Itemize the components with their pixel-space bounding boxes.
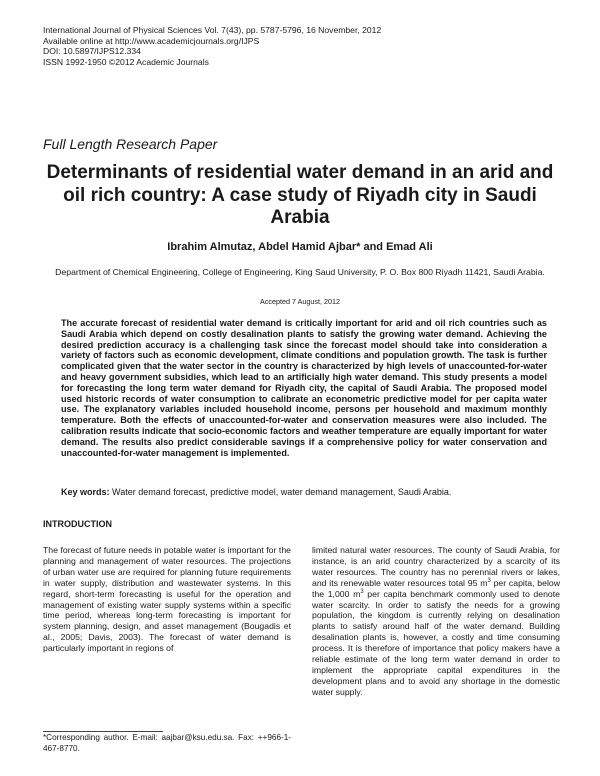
- abstract: The accurate forecast of residential water demand is critically important for arid and oil rich countries such as Saudi Arabia which depend on costly desalination plants to satisfy the growing water demand. Achieving the desired prediction accuracy is a challenging task since the forecast model should take into consideration a variety of factors such as economic development, climate conditions and population growth. The task is further complicated given that the water sector in the country is characterized by high levels of unaccounted-for-water and heavy government subsidies, which lead to an artificially high water demand. This study presents a model for forecasting the long term water demand for Riyadh city, the capital of Saudi Arabia. The proposed model used historic records of water consumption to calibrate an econometric predictive model for per capita water use. The explanatory variables included household income, persons per household and maximum monthly temperature. Both the effects of unaccounted-for-water and conservation measures were also included. The calibration results indicate that socio-economic factors and weather temperature are equally important for water demand. The results also predict considerable savings if a comprehensive policy for water conservation and unaccounted-for-water management is implemented.: [61, 318, 547, 458]
- intro-right-text-3: per capita benchmark commonly used to denote water scarcity. In order to satisfy the needs for a growing population, the kingdom is currently relying on desalination plants to satisfy around half of the water demand. Building desalination plants is, however, a costly and time consuming process. It is therefore of importance that policy makers have a reliable estimate of the long term water demand in order to implement the appropriate capital expenditures in the development plans and to avoid any shortage in the domestic water supply.: [312, 588, 560, 697]
- journal-citation: International Journal of Physical Sciences Vol. 7(43), pp. 5787-5796, 16 November, 2012: [43, 25, 382, 35]
- intro-right-text-1: limited natural water resources. The county of Saudi Arabia, for instance, is an arid country characterized by a scarcity of its water resources. The country has no perennial rivers or lakes, and its renewable water resources total 95 m: [312, 545, 560, 588]
- journal-issn: ISSN 1992-1950 ©2012 Academic Journals: [43, 56, 209, 67]
- section-heading: INTRODUCTION: [43, 519, 112, 529]
- journal-header: [43, 25, 563, 67]
- authors: Ibrahim Almutaz, Abdel Hamid Ajbar* and Emad Ali: [167, 241, 433, 253]
- keywords: [61, 487, 547, 497]
- superscript-3: 3: [360, 588, 364, 595]
- paper-title: Determinants of residential water demand in an arid and oil rich country: A case study of Riyadh city in Saudi Arabia: [46, 162, 554, 228]
- affiliation: Department of Chemical Engineering, College of Engineering, King Saud University, P. O. Box 800 Riyadh 11421, Saudi Arabia.: [55, 267, 545, 277]
- footnote: *Corresponding author. E-mail: aajbar@ksu.edu.sa. Fax: ++966-1-467-8770.: [43, 733, 291, 753]
- intro-right-text-2: per capita, below the 1,000 m: [312, 577, 560, 599]
- intro-right-column: [312, 545, 560, 698]
- keywords-text: Water demand forecast, predictive model, water demand management, Saudi Arabia.: [112, 487, 452, 497]
- accepted-date: Accepted 7 August, 2012: [260, 297, 340, 306]
- intro-left-column: The forecast of future needs in potable water is important for the planning and management of water resources. The projections of urban water use are required for planning future requirements in water supply, distribution and wastewater systems. In this regard, short-term forecasting is useful for the operation and management of existing water supply systems within a specific time period, whereas long-term forecasting is important for system planning, design, and asset management (Bougadis et al., 2005; Davis, 2003). The forecast of water demand is particularly important in regions of: [43, 545, 291, 654]
- journal-doi: DOI: 10.5897/IJPS12.334: [43, 46, 141, 57]
- keywords-label: Key words:: [61, 487, 110, 497]
- footnote-divider: [43, 731, 163, 732]
- journal-availability: Available online at http://www.academicjournals.org/IJPS: [43, 35, 260, 46]
- superscript-3: 3: [487, 577, 491, 584]
- article-type: Full Length Research Paper: [43, 136, 218, 152]
